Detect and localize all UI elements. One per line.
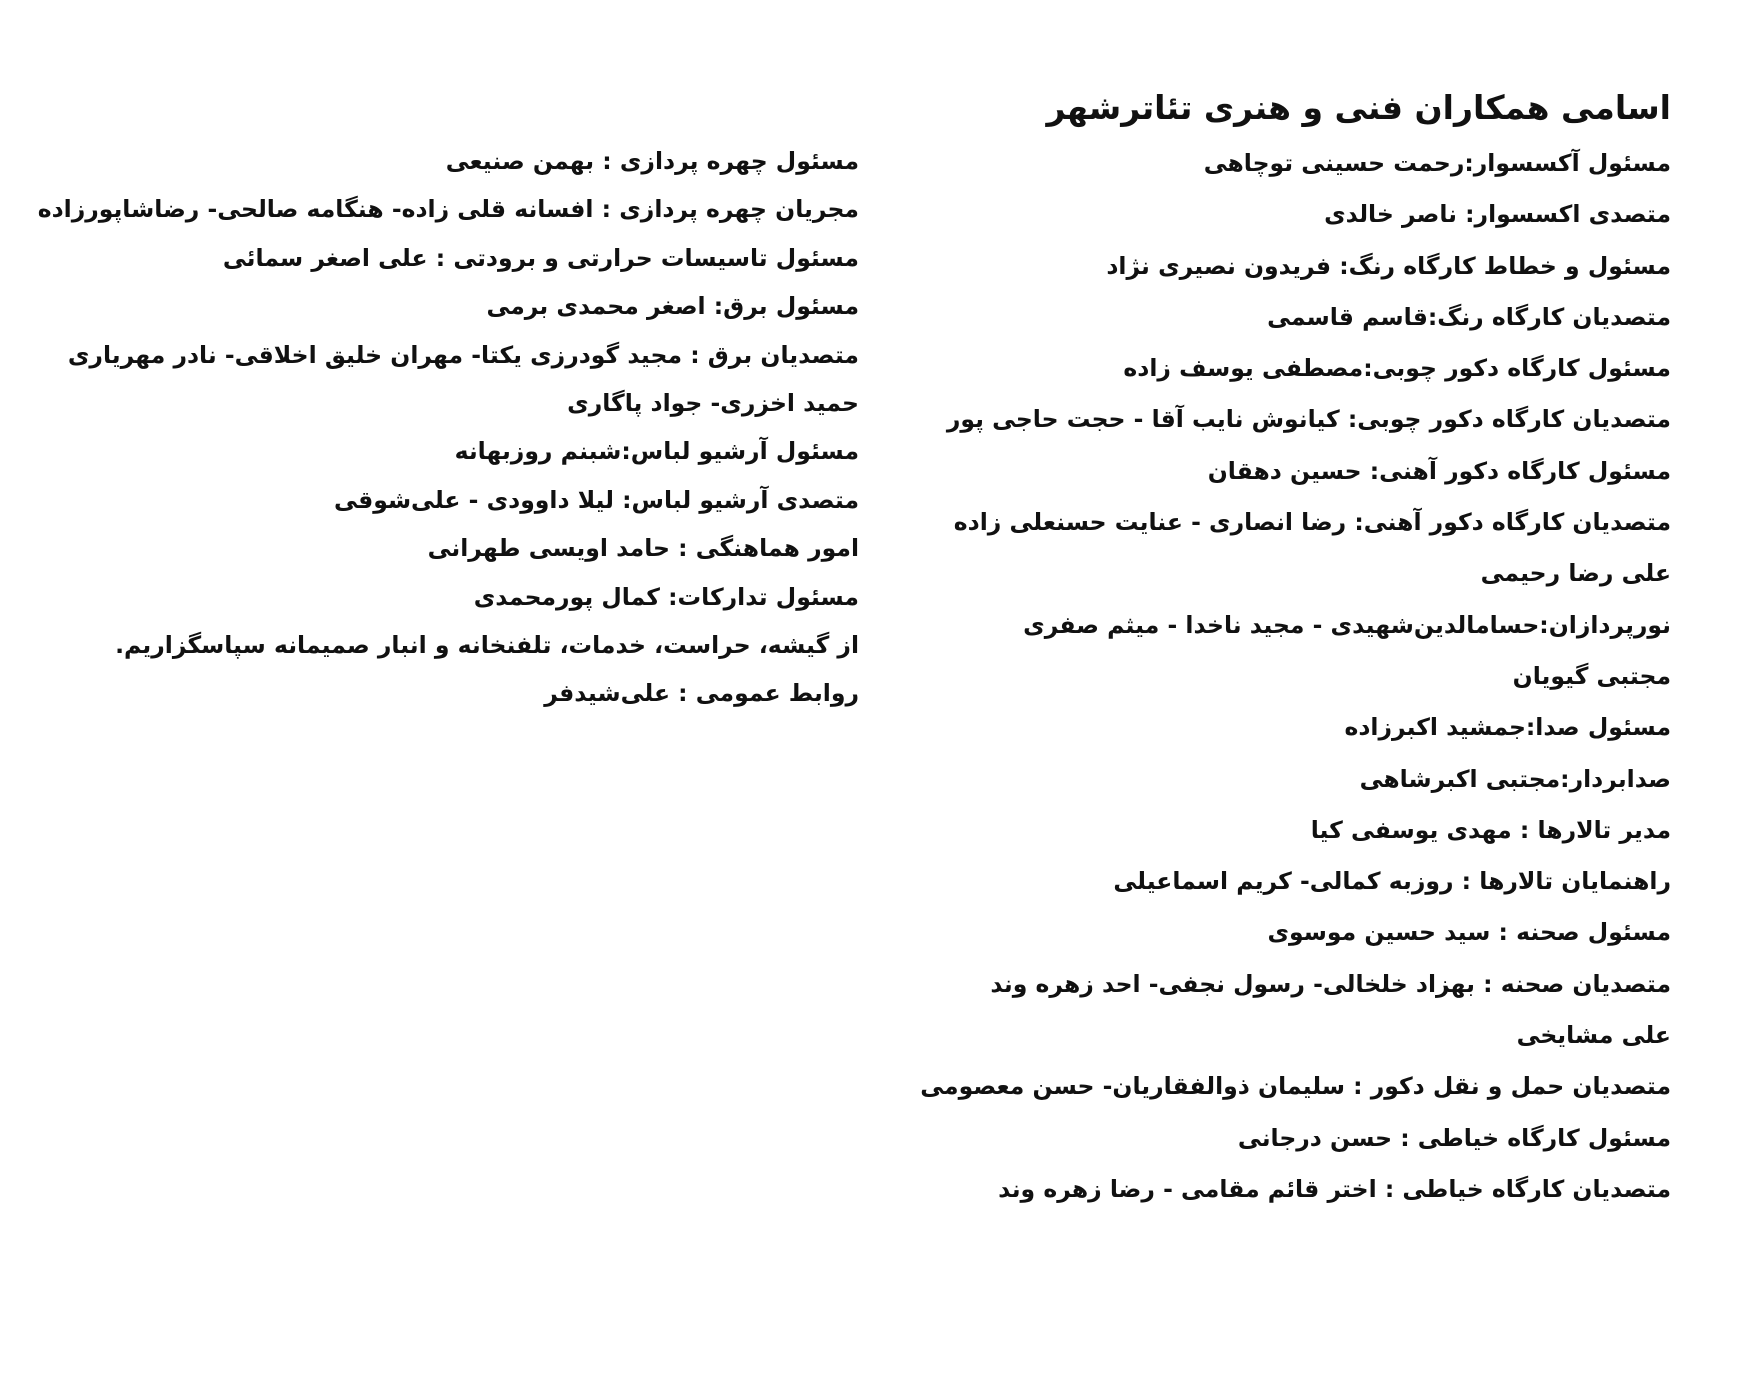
credit-line: متصدیان کارگاه رنگ:قاسم قاسمی: [1267, 302, 1671, 331]
credit-line: متصدیان کارگاه خیاطی : اختر قائم مقامی - رضا زهره وند: [998, 1174, 1671, 1203]
credit-line: مسئول تدارکات: کمال پورمحمدی: [473, 582, 859, 611]
credit-line: مسئول کارگاه دکور چوبی:مصطفی یوسف زاده: [1123, 354, 1671, 383]
credit-line: متصدی اکسسوار: ناصر خالدی: [1324, 200, 1671, 229]
credit-line: علی رضا رحیمی: [1480, 559, 1671, 588]
credit-line: مسئول صدا:جمشید اکبرزاده: [1344, 713, 1671, 742]
credit-line: نورپردازان:حسامالدین‌شهیدی - مجید ناخدا - میثم صفری: [1023, 610, 1671, 639]
credit-line: مسئول برق: اصغر محمدی برمی: [486, 292, 859, 321]
credit-line: متصدی آرشیو لباس: لیلا داوودی - علی‌شوقی: [334, 485, 859, 514]
credit-line: متصدیان صحنه : بهزاد خلخالی- رسول نجفی- احد زهره وند: [990, 969, 1671, 998]
credit-line: مجریان چهره پردازی : افسانه قلی زاده- هنگامه صالحی- رضاشاپورزاده: [37, 195, 859, 224]
thanks-line: از گیشه، حراست، خدمات، تلفنخانه و انبار صمیمانه سپاسگزاریم.: [115, 631, 859, 660]
credit-line: امور هماهنگی : حامد اویسی طهرانی: [427, 534, 859, 563]
document-title: اسامی همکاران فنی و هنری تئاترشهر: [1046, 88, 1671, 127]
credit-line: متصدیان حمل و نقل دکور : سلیمان ذوالفقاریان- حسن معصومی: [920, 1072, 1671, 1101]
credit-line: راهنمایان تالارها : روزبه کمالی- کریم اسماعیلی: [1113, 867, 1671, 896]
left-column: [39, 137, 859, 718]
credit-line: صدابردار:مجتبی اکبرشاهی: [1359, 764, 1671, 793]
credit-line: مسئول تاسیسات حرارتی و برودتی : علی اصغر سمائی: [222, 243, 859, 272]
right-column: [911, 88, 1671, 1215]
credit-line: متصدیان کارگاه دکور چوبی: کیانوش نایب آقا - حجت حاجی پور: [946, 405, 1671, 434]
credit-line: روابط عمومی : علی‌شیدفر: [544, 679, 859, 708]
credit-line: مسئول چهره پردازی : بهمن صنیعی: [445, 147, 859, 175]
credit-line: مسئول کارگاه دکور آهنی: حسین دهقان: [1207, 456, 1671, 485]
credit-line: مجتبی گیویان: [1512, 661, 1671, 690]
credit-line: مسئول آکسسوار:رحمت حسینی توچاهی: [1203, 149, 1671, 177]
credit-line: علی مشایخی: [1516, 1021, 1671, 1050]
credit-line: متصدیان برق : مجید گودرزی یکتا- مهران خلیق اخلاقی- نادر مهریاری: [67, 340, 859, 369]
credit-line: حمید اخزری- جواد پاگاری: [567, 389, 859, 418]
credit-line: مسئول آرشیو لباس:شبنم روزبهانه: [454, 437, 859, 466]
credit-line: مسئول صحنه : سید حسین موسوی: [1267, 918, 1671, 947]
credit-line: مدیر تالارها : مهدی یوسفی کیا: [1310, 815, 1671, 844]
credit-line: مسئول کارگاه خیاطی : حسن درجانی: [1237, 1123, 1671, 1152]
credit-line: متصدیان کارگاه دکور آهنی: رضا انصاری - عنایت حسنعلی زاده: [953, 508, 1671, 537]
credit-line: مسئول و خطاط کارگاه رنگ: فریدون نصیری نژاد: [1106, 251, 1671, 280]
